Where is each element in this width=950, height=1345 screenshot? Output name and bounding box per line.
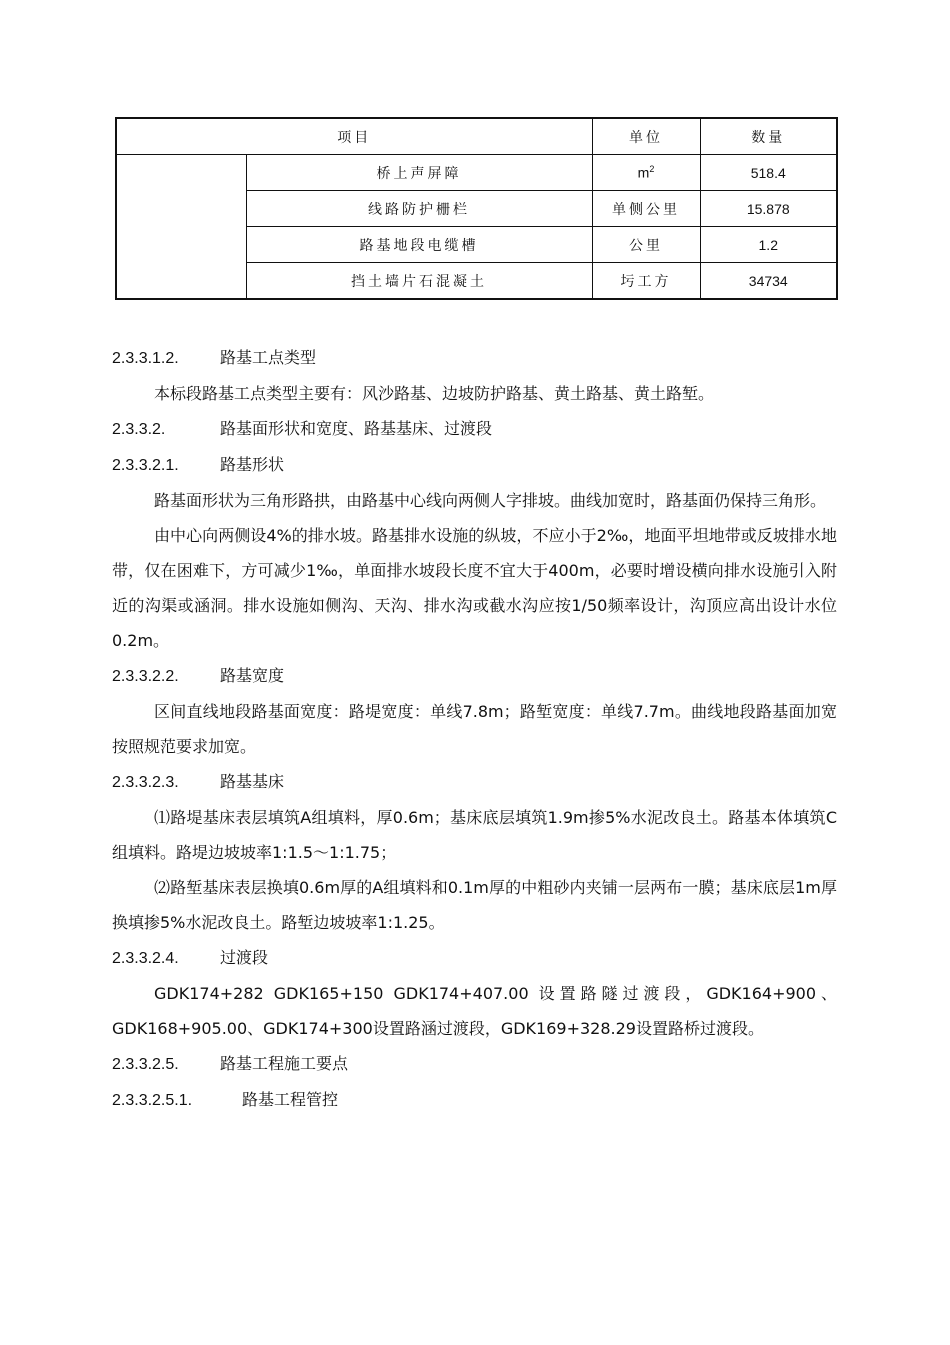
paragraph: 区间直线地段路基面宽度：路堤宽度：单线7.8m；路堑宽度：单线7.7m。曲线地段路基面加宽按照规范要求加宽。 (112, 702, 837, 756)
section-heading: 2.3.3.2.4. 过渡段 (112, 948, 269, 967)
paragraph: 路基面形状为三角形路拱，由路基中心线向两侧人字排坡。曲线加宽时，路基面仍保持三角形。 (154, 491, 827, 510)
row-unit: 圬工方 (592, 263, 700, 300)
section-heading: 2.3.3.1.2. 路基工点类型 (112, 348, 317, 367)
row-quantity: 15.878 (700, 191, 837, 227)
table-header-row (116, 118, 837, 155)
section-heading: 2.3.3.2. 路基面形状和宽度、路基基床、过渡段 (112, 419, 493, 438)
row-item: 挡土墙片石混凝土 (246, 263, 592, 300)
paragraph: ⑵路堑基床表层换填0.6m厚的A组填料和0.1m厚的中粗砂内夹铺一层两布一膜；基床底层1m厚换填掺5%水泥改良土。路堑边坡坡率1:1.25。 (112, 878, 837, 932)
group-cell (116, 155, 246, 300)
header-quantity: 数量 (700, 118, 837, 155)
paragraph: 由中心向两侧设4%的排水坡。路基排水设施的纵坡，不应小于2‰，地面平坦地带或反坡排水地带，仅在困难下，方可减少1‰，单面排水坡段长度不宜大于400m，必要时增设横向排水设施引入附近的沟渠或涵洞。排水设施如侧沟、天沟、排水沟或截水沟应按1/50频率设计，沟顶应高出设计水位0.2m。 (112, 526, 837, 650)
header-item: 项目 (116, 118, 592, 155)
paragraph: ⑴路堤基床表层填筑A组填料，厚0.6m；基床底层填筑1.9m掺5%水泥改良土。路基本体填筑C组填料。路堤边坡坡率1:1.5～1:1.75； (112, 808, 837, 862)
row-quantity: 1.2 (700, 227, 837, 263)
document-body (112, 340, 837, 1118)
row-unit: 公里 (592, 227, 700, 263)
section-heading: 2.3.3.2.5. 路基工程施工要点 (112, 1054, 349, 1073)
paragraph: GDK174+282 GDK165+150 GDK174+407.00 设置路隧过渡段，GDK164+900、GDK168+905.00、GDK174+300设置路涵过渡段，GDK169+328.29设置路桥过渡段。 (112, 984, 837, 1038)
row-quantity: 34734 (700, 263, 837, 300)
row-item: 线路防护栅栏 (246, 191, 592, 227)
row-item: 桥上声屏障 (246, 155, 592, 191)
section-heading: 2.3.3.2.5.1. 路基工程管控 (112, 1090, 339, 1109)
row-unit: $m^2$ (592, 155, 700, 191)
row-unit: 单侧公里 (592, 191, 700, 227)
quantity-table (115, 117, 838, 300)
header-unit: 单位 (592, 118, 700, 155)
section-heading: 2.3.3.2.3. 路基基床 (112, 772, 285, 791)
row-item: 路基地段电缆槽 (246, 227, 592, 263)
section-heading: 2.3.3.2.2. 路基宽度 (112, 666, 285, 685)
unit-superscript: 2 (649, 164, 655, 175)
paragraph: 本标段路基工点类型主要有：风沙路基、边坡防护路基、黄土路基、黄土路堑。 (154, 384, 715, 403)
section-heading: 2.3.3.2.1. 路基形状 (112, 455, 285, 474)
row-quantity: 518.4 (700, 155, 837, 191)
quantity-table-wrapper (115, 117, 836, 300)
table-row (116, 155, 837, 191)
